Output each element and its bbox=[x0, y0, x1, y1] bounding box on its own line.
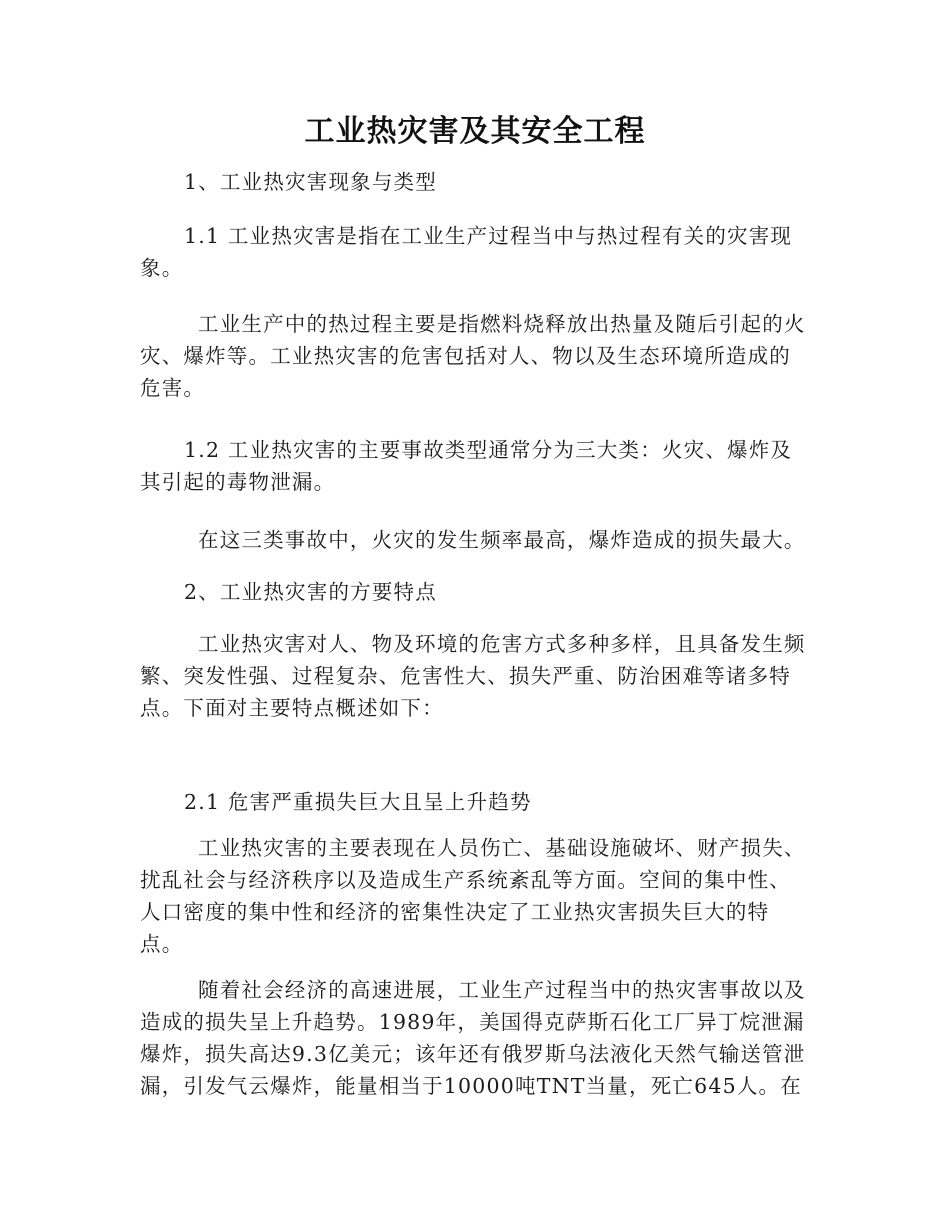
paragraph-characteristics: 工业热灾害对人、物及环境的危害方式多种多样，且具备发生频繁、突发性强、过程复杂、危害性大、损失严重、防治困难等诸多特点。下面对主要特点概述如下： bbox=[140, 632, 806, 720]
paragraph-thermal-process: 工业生产中的热过程主要是指燃料烧释放出热量及随后引起的火灾、爆炸等。工业热灾害的危害包括对人、物以及生态环境所造成的危害。 bbox=[140, 312, 806, 400]
section-heading-1: 1、工业热灾害现象与类型 bbox=[184, 170, 437, 194]
section-heading-2-1: 2.1 危害严重损失巨大且呈上升趋势 bbox=[184, 790, 532, 814]
document-title: 工业热灾害及其安全工程 bbox=[304, 114, 646, 149]
paragraph-losses: 工业热灾害的主要表现在人员伤亡、基础设施破坏、财产损失、扰乱社会与经济秩序以及造成生产系统紊乱等方面。空间的集中性、人口密度的集中性和经济的密集性决定了工业热灾害损失巨大的特点。 bbox=[140, 836, 806, 956]
paragraph-trend: 随着社会经济的高速进展，工业生产过程当中的热灾害事故以及造成的损失呈上升趋势。1989年，美国得克萨斯石化工厂异丁烷泄漏爆炸，损失高达9.3亿美元；该年还有俄罗斯乌法液化天然气输送管泄漏，引发气云爆炸，能量相当于10000吨TNT当量，死亡645人。在 bbox=[140, 978, 806, 1098]
paragraph-1-1: 1.1 工业热灾害是指在工业生产过程当中与热过程有关的灾害现象。 bbox=[140, 224, 793, 280]
paragraph-1-2: 1.2 工业热灾害的主要事故类型通常分为三大类：火灾、爆炸及其引起的毒物泄漏。 bbox=[140, 438, 793, 494]
section-heading-2: 2、工业热灾害的方要特点 bbox=[184, 580, 437, 604]
paragraph-frequency: 在这三类事故中，火灾的发生频率最高，爆炸造成的损失最大。 bbox=[198, 528, 806, 552]
